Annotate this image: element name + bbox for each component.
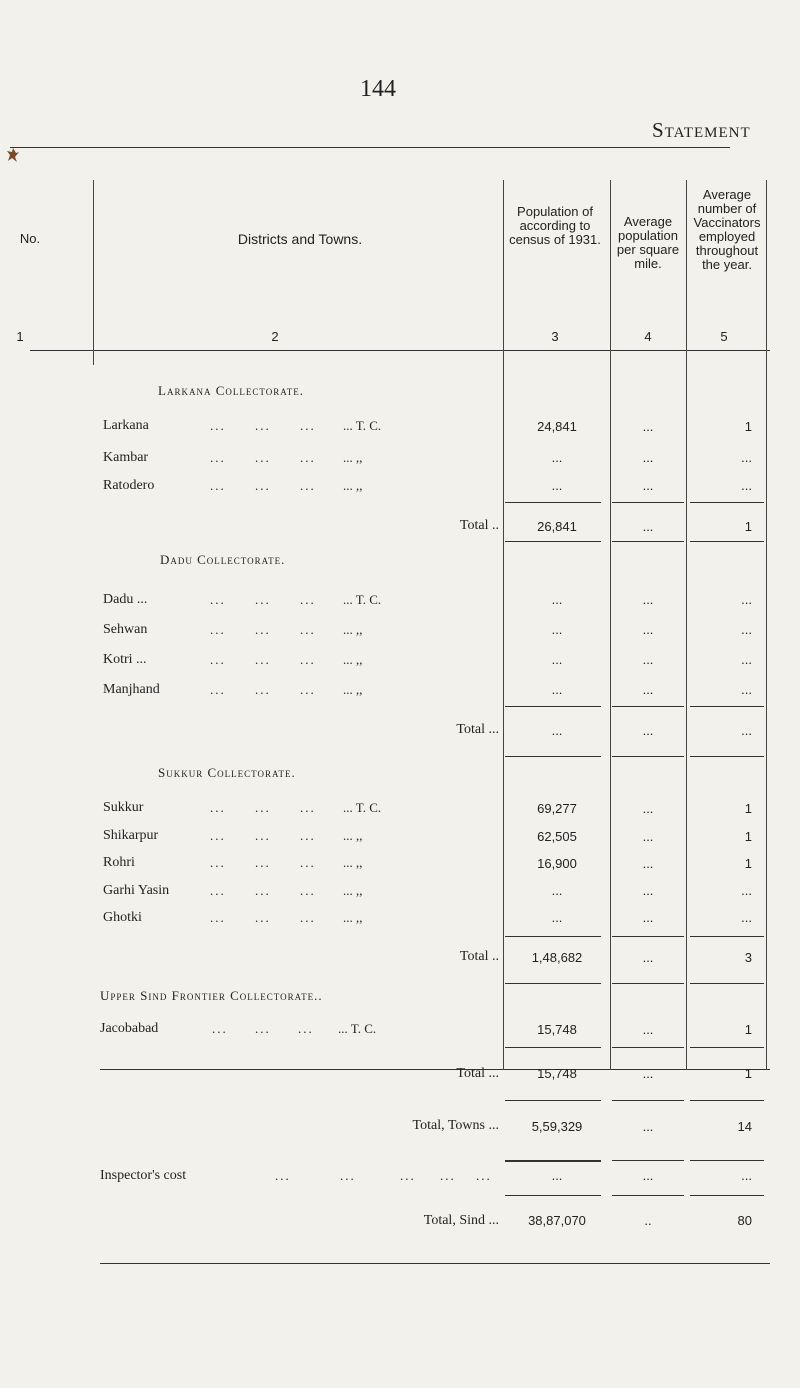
leader-dots: ... [300,883,316,898]
row-density: ... [642,856,654,871]
row-name: Kotri ... [103,652,147,667]
row-population: 62,505 [537,829,577,844]
leader-dots: ... [255,418,271,433]
row-type: ... T. C. [343,418,382,433]
leader-dots: ... [300,682,316,697]
total-vaccinators: 3 [744,950,752,965]
leader-dots: ... [255,828,271,843]
leader-dots: ... [476,1168,492,1183]
header-no: No. [19,231,41,246]
total-towns-population: 5,59,329 [531,1119,583,1134]
row-population: ... [551,652,563,667]
total-rule [612,983,684,984]
leader-dots: ... [210,883,226,898]
leader-dots: ... [300,800,316,815]
leader-dots: ... [210,592,226,607]
row-vaccinators: 1 [744,1022,752,1037]
sum-rule [612,706,684,707]
leader-dots: ... [255,910,271,925]
row-density: ... [642,652,654,667]
row-vaccinators: ... [741,622,752,637]
section-title: Sukkur Collectorate. [158,765,296,780]
row-density: ... [642,478,654,493]
row-density: ... [642,1168,654,1183]
total-rule [690,756,764,757]
leader-dots: ... [300,592,316,607]
sum-rule [690,1195,764,1196]
row-name: Manjhand [103,682,160,697]
total-rule [505,983,601,984]
leader-dots: ... [210,910,226,925]
row-population: 15,748 [537,1022,577,1037]
row-name: Larkana [103,418,149,433]
sum-rule [612,1047,684,1048]
header-vaccinators: Average number of Vaccinators employed throughout the year. [693,187,761,272]
row-density: ... [642,450,654,465]
row-name: Kambar [103,450,149,465]
column-number: 4 [644,329,652,344]
sum-rule [505,502,601,503]
total-density: ... [642,950,654,965]
total-rule [612,1100,684,1101]
sum-rule [612,502,684,503]
row-density: ... [642,682,654,697]
total-rule [505,1100,601,1101]
row-vaccinators: ... [741,1168,752,1183]
total-rule [690,1100,764,1101]
row-type: ... T. C. [343,592,382,607]
row-population: 69,277 [537,801,577,816]
row-population: ... [551,910,563,925]
column-number: 2 [271,329,279,344]
leader-dots: ... [210,478,226,493]
row-name: Jacobabad [100,1021,159,1036]
leader-dots: ... [300,855,316,870]
row-type: ... T. C. [343,800,382,815]
row-vaccinators: ... [741,682,752,697]
row-name: Shikarpur [103,828,159,843]
row-type: ... ,, [343,622,363,637]
row-density: ... [642,883,654,898]
total-label: Total .. [459,949,499,964]
row-name: Inspector's cost [100,1168,187,1183]
row-type: ... ,, [343,883,363,898]
leader-dots: ... [255,682,271,697]
total-label: Total .. [459,518,499,533]
total-population: 26,841 [537,519,577,534]
row-population: ... [551,1168,563,1183]
row-name: Sukkur [103,800,144,815]
total-towns-label: Total, Towns ... [412,1118,499,1133]
total-label: Total ... [456,1066,499,1081]
row-vaccinators: ... [741,478,752,493]
row-type: ... ,, [343,855,363,870]
leader-dots: ... [300,622,316,637]
row-density: ... [642,592,654,607]
leader-dots: ... [400,1168,416,1183]
sum-rule [612,1195,684,1196]
row-name: Dadu ... [103,592,148,607]
row-name: Ghotki [103,910,142,925]
total-label: Total ... [456,722,499,737]
column-number: 5 [720,329,728,344]
row-vaccinators: 1 [744,829,752,844]
total-rule [505,541,601,542]
leader-dots: ... [210,418,226,433]
row-vaccinators: ... [741,883,752,898]
row-density: ... [642,910,654,925]
sum-rule [505,936,601,937]
header-bottom-rule [30,350,770,351]
leader-dots: ... [275,1168,291,1183]
leader-dots: ... [210,682,226,697]
header-density: Average population per square mile. [616,214,680,271]
row-density: ... [642,801,654,816]
total-vaccinators: ... [741,723,752,738]
total-rule [612,541,684,542]
row-vaccinators: ... [741,910,752,925]
leader-dots: ... [300,910,316,925]
column-number: 1 [16,329,24,344]
total-sind-vaccinators: 80 [737,1213,752,1228]
row-population: ... [551,682,563,697]
row-type: ... ,, [343,652,363,667]
row-vaccinators: ... [741,592,752,607]
leader-dots: ... [255,652,271,667]
leader-dots: ... [340,1168,356,1183]
row-vaccinators: ... [741,450,752,465]
total-vaccinators: 1 [744,519,752,534]
ink-mark-icon [6,147,20,163]
header-districts: Districts and Towns. [237,231,363,247]
row-name: Sehwan [103,622,148,637]
leader-dots: ... [255,450,271,465]
total-sind-density: .. [644,1213,652,1228]
header-population: Population of according to census of 1931. [509,204,601,247]
sum-rule [690,502,764,503]
total-towns-vaccinators: 14 [737,1119,752,1134]
leader-dots: ... [255,1021,271,1036]
total-density: ... [642,1066,654,1081]
leader-dots: ... [255,800,271,815]
leader-dots: ... [210,450,226,465]
leader-dots: ... [300,418,316,433]
row-density: ... [642,829,654,844]
row-density: ... [642,419,654,434]
sum-rule [505,706,601,707]
total-rule [505,1160,601,1162]
row-density: ... [642,622,654,637]
row-name: Garhi Yasin [103,883,170,898]
leader-dots: ... [440,1168,456,1183]
row-vaccinators: 1 [744,419,752,434]
total-rule [505,756,601,757]
row-population: ... [551,883,563,898]
leader-dots: ... [210,652,226,667]
row-population: 24,841 [537,419,577,434]
total-population: 15,748 [537,1066,577,1081]
leader-dots: ... [255,622,271,637]
leader-dots: ... [255,478,271,493]
leader-dots: ... [210,855,226,870]
column-number: 3 [551,329,559,344]
total-rule [612,756,684,757]
leader-dots: ... [255,883,271,898]
row-population: ... [551,478,563,493]
final-rule [100,1263,770,1264]
row-type: ... ,, [343,478,363,493]
col-divider-1 [93,180,94,365]
row-type: ... ,, [343,682,363,697]
sum-rule [505,1047,601,1048]
row-type: ... ,, [343,828,363,843]
leader-dots: ... [300,828,316,843]
row-population: 16,900 [537,856,577,871]
total-rule [690,1160,764,1161]
row-population: ... [551,592,563,607]
row-vaccinators: ... [741,652,752,667]
total-rule [690,983,764,984]
row-vaccinators: 1 [744,801,752,816]
total-sind-population: 38,87,070 [528,1213,586,1228]
section-title: Dadu Collectorate. [160,552,286,567]
row-population: ... [551,622,563,637]
sum-rule [690,936,764,937]
row-type: ... T. C. [338,1021,377,1036]
leader-dots: ... [255,592,271,607]
col-divider-5 [766,180,767,1070]
leader-dots: ... [210,828,226,843]
leader-dots: ... [298,1021,314,1036]
sum-rule [505,1195,601,1196]
total-sind-label: Total, Sind ... [423,1213,499,1228]
row-population: ... [551,450,563,465]
sum-rule [612,936,684,937]
leader-dots: ... [212,1021,228,1036]
total-towns-density: ... [642,1119,654,1134]
row-vaccinators: 1 [744,856,752,871]
page-title: Statement [652,118,751,142]
leader-dots: ... [300,450,316,465]
section-title: Larkana Collectorate. [158,383,304,398]
row-name: Ratodero [103,478,155,493]
leader-dots: ... [210,622,226,637]
row-type: ... ,, [343,910,363,925]
table-top-rule [10,147,730,148]
leader-dots: ... [300,478,316,493]
total-vaccinators: 1 [744,1066,752,1081]
total-population: 1,48,682 [531,950,583,965]
total-density: ... [642,519,654,534]
row-density: ... [642,1022,654,1037]
section-title: Upper Sind Frontier Collectorate.. [100,988,323,1003]
leader-dots: ... [210,800,226,815]
leader-dots: ... [255,855,271,870]
sum-rule [690,706,764,707]
total-population: ... [551,723,563,738]
leader-dots: ... [300,652,316,667]
sum-rule [690,1047,764,1048]
page-number: 144 [360,76,396,102]
total-rule [690,541,764,542]
total-rule [612,1160,684,1161]
total-density: ... [642,723,654,738]
row-type: ... ,, [343,450,363,465]
row-name: Rohri [103,855,135,870]
